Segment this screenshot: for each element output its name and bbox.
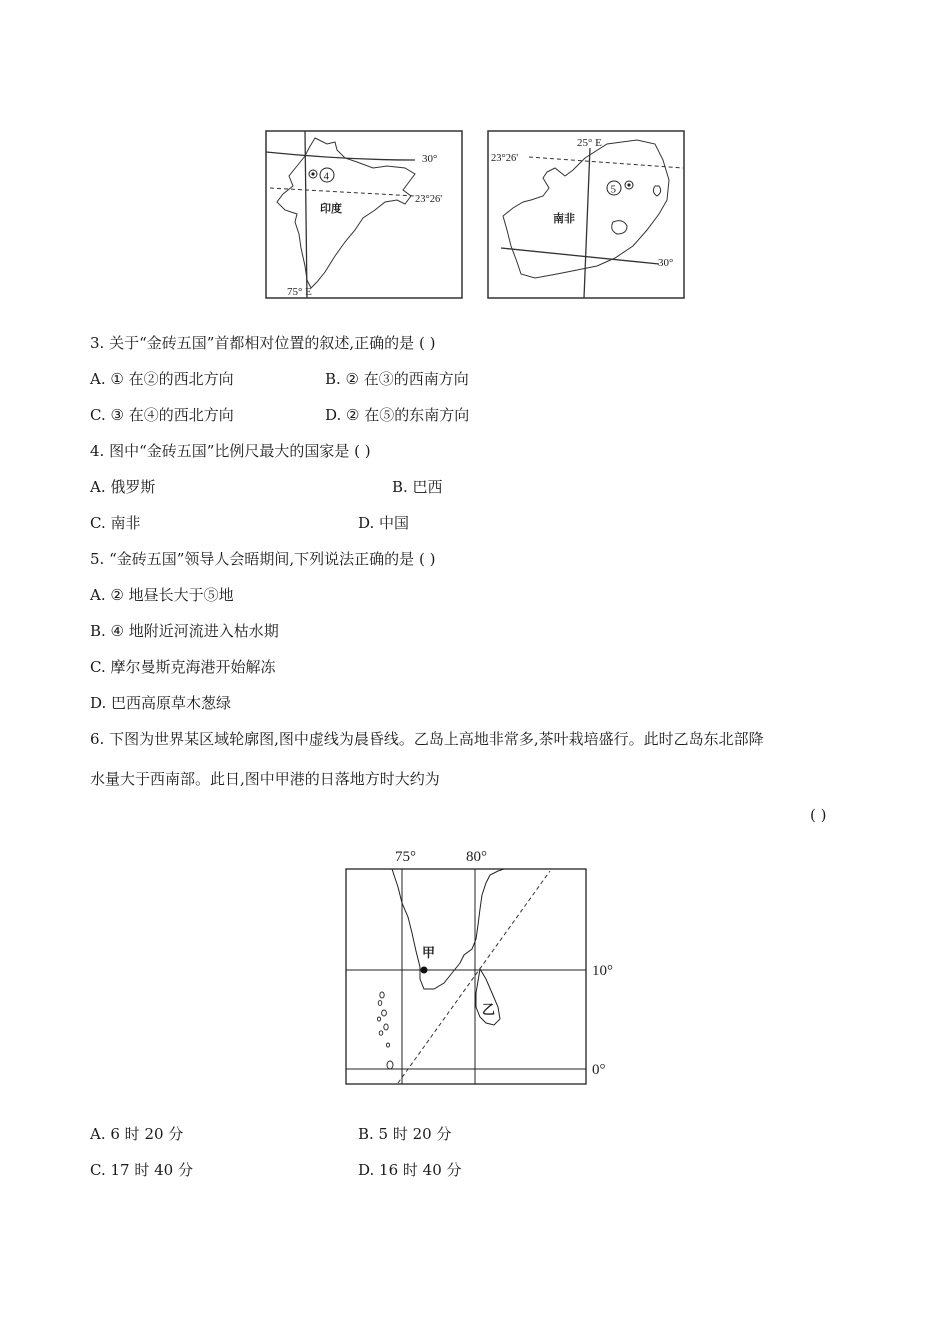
- question-3-option-c[interactable]: C. ③ 在④的西北方向: [90, 406, 234, 424]
- question-3-option-a[interactable]: A. ① 在②的西北方向: [90, 370, 234, 388]
- lon-80-label: 80°: [466, 849, 487, 865]
- india-outline: [277, 138, 415, 288]
- svg-text:5: 5: [610, 183, 616, 196]
- question-4-option-d[interactable]: D. 中国: [358, 514, 410, 532]
- question-3-stem: 3. 关于“金砖五国”首都相对位置的叙述,正确的是 ( ): [90, 334, 436, 352]
- terminator-line: [398, 871, 550, 1083]
- lat-0-label: 0°: [592, 1062, 606, 1078]
- india-coastline: [392, 869, 504, 989]
- port-jia-label: 甲: [422, 946, 436, 961]
- lat-tropic-label-sa: 23°26': [491, 153, 519, 164]
- lat-10-label: 10°: [592, 963, 613, 979]
- country-label-south-africa: 南非: [553, 212, 575, 225]
- question-5-stem: 5. “金砖五国”领导人会晤期间,下列说法正确的是 ( ): [90, 550, 436, 568]
- tropic-of-capricorn-line: [529, 157, 683, 168]
- lon-25e-label: 25° E: [577, 137, 602, 149]
- map-frame: [346, 869, 586, 1084]
- country-label-india: 印度: [320, 202, 342, 215]
- india-map: [265, 130, 463, 300]
- lat-30s-label: 30°: [658, 257, 674, 269]
- svg-text:4: 4: [323, 170, 329, 183]
- meridian-25e-line: [584, 148, 590, 298]
- tropic-of-cancer-line: [270, 188, 415, 196]
- question-4-option-c[interactable]: C. 南非: [90, 514, 141, 532]
- port-jia-dot: [421, 967, 428, 974]
- question-4-option-a[interactable]: A. 俄罗斯: [90, 478, 156, 496]
- question-5-option-a[interactable]: A. ② 地昼长大于⑤地: [90, 586, 234, 604]
- lon-75-label: 75°: [395, 849, 416, 865]
- small-islands: [377, 992, 393, 1069]
- question-3-option-b[interactable]: B. ② 在③的西南方向: [325, 370, 469, 388]
- question-6-option-c[interactable]: C. 17 时 40 分: [90, 1161, 193, 1179]
- question-6-stem-line2: 水量大于西南部。此日,图中甲港的日落地方时大约为: [90, 770, 440, 788]
- lat-tropic-label: 23°26': [415, 194, 443, 205]
- question-6-answer-bracket: ( ): [810, 806, 827, 824]
- sri-lanka-region-map: [340, 843, 640, 1088]
- south-africa-map: [487, 130, 685, 300]
- question-6-option-a[interactable]: A. 6 时 20 分: [90, 1125, 184, 1143]
- question-6-stem-line1: 6. 下图为世界某区域轮廓图,图中虚线为晨昏线。乙岛上高地非常多,茶叶栽培盛行。此时乙岛东北部降: [90, 730, 764, 748]
- question-6-option-d[interactable]: D. 16 时 40 分: [358, 1161, 462, 1179]
- parallel-30s-line: [501, 248, 659, 264]
- lat-30-label: 30°: [422, 153, 438, 165]
- question-4-stem: 4. 图中“金砖五国”比例尺最大的国家是 ( ): [90, 442, 371, 460]
- question-4-option-b[interactable]: B. 巴西: [392, 478, 443, 496]
- question-6-option-b[interactable]: B. 5 时 20 分: [358, 1125, 452, 1143]
- question-5-option-d[interactable]: D. 巴西高原草木葱绿: [90, 694, 232, 712]
- lon-75e-label: 75° E: [287, 286, 312, 298]
- question-3-option-d[interactable]: D. ② 在⑤的东南方向: [325, 406, 470, 424]
- question-5-option-b[interactable]: B. ④ 地附近河流进入枯水期: [90, 622, 279, 640]
- island-yi-label: 乙: [482, 1003, 496, 1018]
- question-5-option-c[interactable]: C. 摩尔曼斯克海港开始解冻: [90, 658, 276, 676]
